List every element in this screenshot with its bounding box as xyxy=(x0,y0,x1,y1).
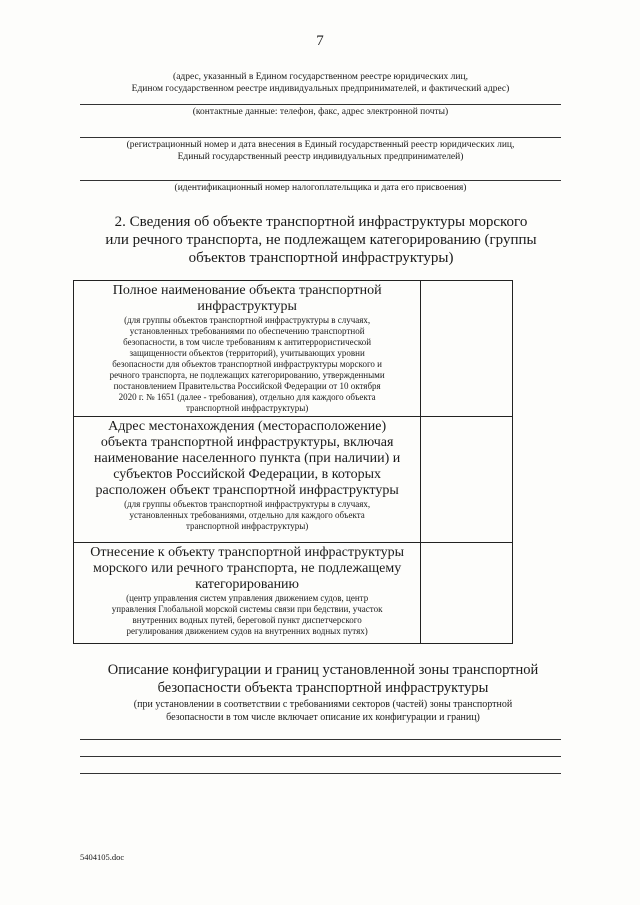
row-title-line: расположен объект транспортной инфраструктуры xyxy=(95,483,399,498)
row-title-line: категорированию xyxy=(195,577,300,592)
contacts-line xyxy=(80,104,561,105)
registration-hint-line: Единый государственный реестр индивидуальных предпринимателей) xyxy=(177,152,464,162)
section-title xyxy=(95,213,547,267)
section-title-line: объектов транспортной инфраструктуры) xyxy=(188,250,454,266)
registration-line xyxy=(80,137,561,138)
row-title-line: Адрес местонахождения (месторасположение) xyxy=(108,419,387,434)
row-hint-line: (для группы объектов транспортной инфраструктуры в случаях, xyxy=(124,499,371,509)
row-title-line: субъектов Российской Федерации, в которых xyxy=(113,467,381,482)
registration-hint xyxy=(80,139,561,163)
contacts-hint: (контактные данные: телефон, факс, адрес электронной почты) xyxy=(192,107,449,117)
object-info-table xyxy=(73,280,513,644)
row-hint-line: транспортной инфраструктуры) xyxy=(185,521,309,531)
row-hint-line: безопасности для объектов транспортной инфраструктуры морского и xyxy=(112,359,382,369)
row-hint-line: внутренних водных путей, береговой пункт диспетчерского xyxy=(132,615,362,625)
table-row xyxy=(74,417,513,543)
address-hint-line: (адрес, указанный в Едином государственном реестре юридических лиц, xyxy=(173,72,468,82)
description-line[interactable] xyxy=(80,773,561,774)
row-hint-line: речного транспорта, не подлежащих категорированию, утвержденными xyxy=(109,370,385,380)
section-title-line: или речного транспорта, не подлежащем категорированию (группы xyxy=(105,232,537,248)
description-hint-line: (при установлении в соответствии с требованиями секторов (частей) зоны транспортной xyxy=(133,699,513,710)
row-title-line: морского или речного транспорта, не подлежащему xyxy=(93,561,402,576)
row-hint-line: (центр управления систем управления движением судов, центр xyxy=(126,593,369,603)
row-title-line: Полное наименование объекта транспортной xyxy=(112,283,382,298)
section-title-line: 2. Сведения об объекте транспортной инфраструктуры морского xyxy=(114,214,528,230)
row-title-line: Отнесение к объекту транспортной инфраструктуры xyxy=(90,545,405,560)
page-number: 7 xyxy=(316,33,324,49)
table-row xyxy=(74,543,513,644)
description-title-line: Описание конфигурации и границ установленной зоны транспортной xyxy=(107,662,539,678)
address-hint xyxy=(80,71,561,95)
row-hint-line: безопасности, в том числе требованиям к антитеррористической xyxy=(123,337,372,347)
description-title xyxy=(75,661,571,697)
table-row xyxy=(74,281,513,417)
row-hint-line: транспортной инфраструктуры) xyxy=(185,403,309,413)
row-hint-line: постановлением Правительства Российской Федерации от 10 октября xyxy=(113,381,381,391)
footer-file-code: 5404105.doc xyxy=(80,852,125,862)
description-hint-line: безопасности в том числе включает описание их конфигурации и границ) xyxy=(166,712,480,723)
inn-hint: (идентификационный номер налогоплательщика и дата его присвоения) xyxy=(174,183,467,193)
value-cell[interactable] xyxy=(421,543,513,644)
row-hint-line: установленных требованиями по обеспечению транспортной xyxy=(129,326,365,336)
row-hint-line: защищенности объектов (территорий), учитывающих уровни xyxy=(129,348,365,358)
row-hint-line: (для группы объектов транспортной инфраструктуры в случаях, xyxy=(124,315,371,325)
value-cell[interactable] xyxy=(421,281,513,417)
value-cell[interactable] xyxy=(421,417,513,543)
inn-line xyxy=(80,180,561,181)
label-cell xyxy=(74,281,421,417)
label-cell xyxy=(74,417,421,543)
registration-hint-line: (регистрационный номер и дата внесения в Единый государственный реестр юридических лиц, xyxy=(126,140,515,150)
row-title-line: инфраструктуры xyxy=(197,299,297,314)
row-title-line: объекта транспортной инфраструктуры, включая xyxy=(100,435,394,450)
label-cell xyxy=(74,543,421,644)
description-title-line: безопасности объекта транспортной инфраструктуры xyxy=(157,680,489,696)
row-title-line: наименование населенного пункта (при наличии) и xyxy=(94,451,401,466)
description-line[interactable] xyxy=(80,739,561,740)
row-hint-line: регулирования движением судов на внутренних водных путях) xyxy=(126,626,368,636)
row-hint-line: 2020 г. № 1651 (далее - требования), отдельно для каждого объекта xyxy=(118,392,376,402)
row-hint-line: установленных требованиями, отдельно для каждого объекта xyxy=(129,510,365,520)
description-hint xyxy=(75,698,571,724)
description-line[interactable] xyxy=(80,756,561,757)
row-hint-line: управления Глобальной морской системы связи при бедствии, участок xyxy=(111,604,383,614)
address-hint-line: Едином государственном реестре индивидуальных предпринимателей, и фактический адрес) xyxy=(131,84,510,94)
